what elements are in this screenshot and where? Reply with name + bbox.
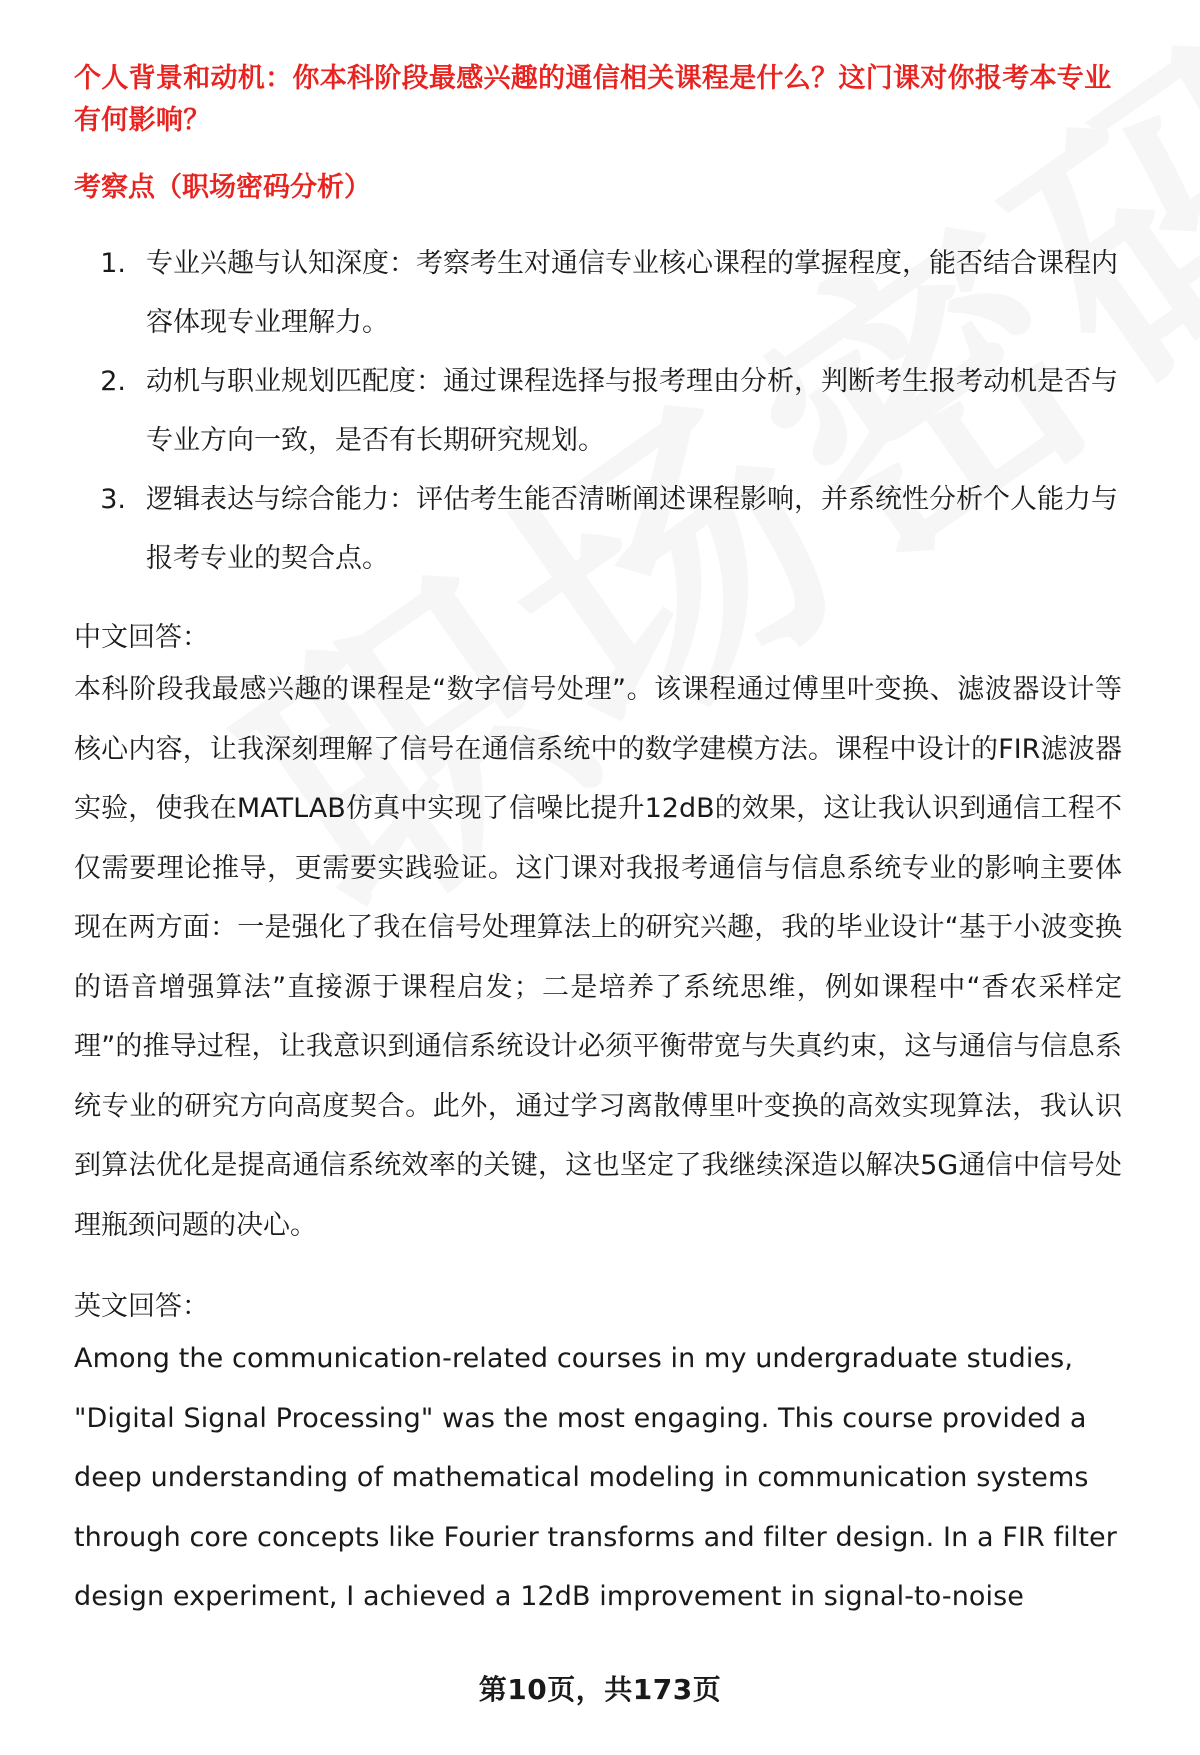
- chinese-answer-label: 中文回答：: [74, 622, 209, 653]
- assessment-point: [74, 352, 1122, 470]
- point-text: 专业兴趣与认知深度：考察考生对通信专业核心课程的掌握程度，能否结合课程内容体现专业理解力。: [146, 248, 1118, 338]
- point-number: 1.: [100, 248, 126, 279]
- assessment-point: [74, 234, 1122, 352]
- english-answer-label: 英文回答：: [74, 1291, 209, 1322]
- page-footer: 第10页，共173页: [478, 1673, 722, 1706]
- point-text: 动机与职业规划匹配度：通过课程选择与报考理由分析，判断考生报考动机是否与专业方向一致，是否有长期研究规划。: [146, 366, 1118, 456]
- point-text: 逻辑表达与综合能力：评估考生能否清晰阐述课程影响，并系统性分析个人能力与报考专业的契合点。: [146, 484, 1118, 574]
- assessment-points-list: [74, 234, 1122, 588]
- chinese-answer-text: 本科阶段我最感兴趣的课程是“数字信号处理”。该课程通过傅里叶变换、滤波器设计等核心内容，让我深刻理解了信号在通信系统中的数学建模方法。课程中设计的FIR滤波器实验，使我在MATLAB仿真中实现了信噪比提升12dB的效果，这让我认识到通信工程不仅需要理论推导，更需要实践验证。这门课对我报考通信与信息系统专业的影响主要体现在两方面：一是强化了我在信号处理算法上的研究兴趣，我的毕业设计“基于小波变换的语音增强算法”直接源于课程启发；二是培养了系统思维，例如课程中“香农采样定理”的推导过程，让我意识到通信系统设计必须平衡带宽与失真约束，这与通信与信息系统专业的研究方向高度契合。此外，通过学习离散傅里叶变换的高效实现算法，我认识到算法优化是提高通信系统效率的关键，这也坚定了我继续深造以解决5G通信中信号处理瓶颈问题的决心。: [74, 674, 1122, 1241]
- question-title: 个人背景和动机：你本科阶段最感兴趣的通信相关课程是什么？这门课对你报考本专业有何影响？: [74, 63, 1112, 136]
- english-answer-clip: [74, 1329, 1122, 1629]
- english-answer-text: Among the communication-related courses in my undergraduate studies, "Digital Signal Processing" was the most engaging. This course provided a deep understanding of mathematical modeling in communication systems through core concepts like Fourier transforms and filter design. In a FIR filter design experiment, I achieved a 12dB improvement in signal-to-noise: [74, 1343, 1117, 1612]
- point-number: 3.: [100, 484, 126, 515]
- assessment-point: [74, 470, 1122, 588]
- assessment-heading: 考察点（职场密码分析）: [74, 172, 371, 203]
- point-number: 2.: [100, 366, 126, 397]
